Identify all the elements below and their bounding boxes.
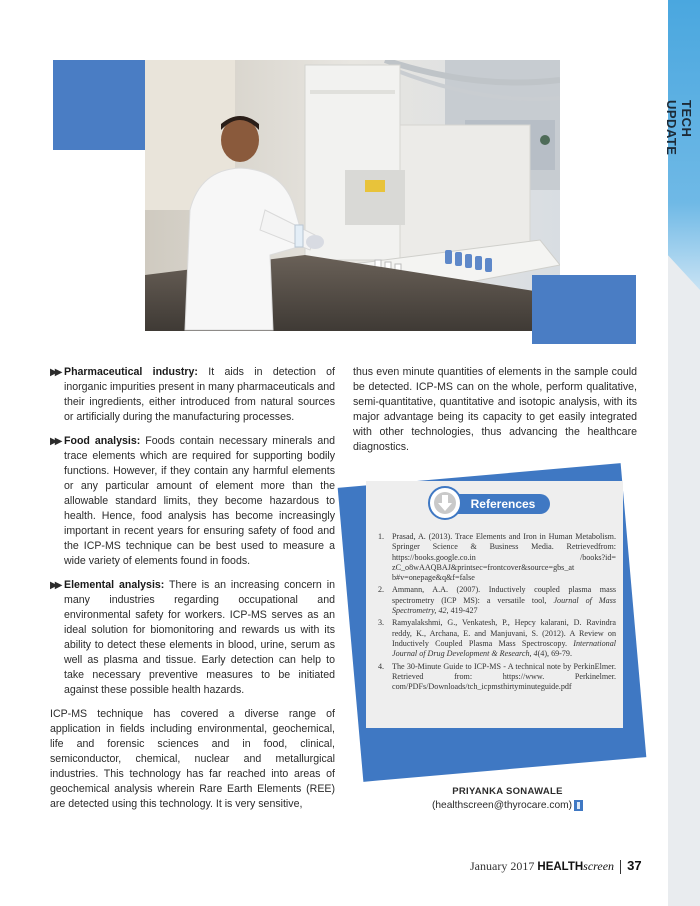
download-arrow-icon [428,486,462,520]
double-arrow-icon: ▶▶ [50,367,60,378]
references-list [378,532,616,694]
magazine-brand-italic: screen [583,859,615,873]
references-heading-badge [426,486,550,520]
bullet-elemental [50,578,335,698]
section-tab [664,0,700,906]
bullet-title: Food analysis: [64,435,141,447]
page-footer [470,856,645,876]
end-mark-icon [574,800,583,811]
page-number: 37 [627,858,642,873]
right-column [353,365,637,455]
lab-photo [145,60,560,331]
references-heading: References [446,494,550,514]
bullet-pharmaceutical [50,365,335,425]
bullet-text: Foods contain necessary minerals and trace elements which are required for supporting bodily functions. However, if they contain any harmful elements or any particular amount of element more than the allowable standard limits, they become hazardous to health. Hence, food analysis has become increasingly important in recent years for ensuring safety of food and the ICP-MS technique can be best used to measure a wide variety of elements found in foods. [64,435,336,567]
author-block [420,785,595,813]
section-tab-label: TECH UPDATE [664,100,694,156]
bullet-title: Pharmaceutical industry: [64,366,198,378]
bullet-text: It aids in detection of inorganic impurities present in many pharmaceuticals and their ingredients, either introduced from natural sources or artificially during the manufacturing processes. [64,366,335,423]
bullet-text: There is an increasing concern in many industries regarding occupational and environmental safety for workers. ICP-MS serves as an ideal solution for biomonitoring and rewards us with its ability to detect these elements in blood, urine, serum as well as plasma and tissue. Early detection can help to take necessary preventive measures to be initiated against these possible health hazards. [64,579,335,696]
reference-item: 3. Ramyalakshmi, G., Venkatesh, P., Hepcy kalarani, D. Ravindra reddy, K., Archana, E. and Manjuvani, S. (2012). A Review on Inductively Coupled Plasma Mass Spectroscopy. International Journal of Drug Development & Research, 4(4), 69-79. [378,618,616,659]
magazine-brand: HEALTH [537,861,584,873]
reference-item: 1. Prasad, A. (2013). Trace Elements and Iron in Human Metabolism. Springer Science & Business Media. Retrievedfrom: https://books.google.co.in /books?id= zC_o8wAAQBAJ&printsec=frontcover&source=gbs_at b#v=onepage&q&f=false [378,532,616,583]
bullet-food [50,434,335,569]
bullet-title: Elemental analysis: [64,579,165,591]
issue-date: January 2017 [470,859,535,873]
footer-divider [620,860,621,874]
photo-accent-bottom [532,275,636,344]
left-column [50,365,335,812]
body-paragraph: thus even minute quantities of elements in the sample could be detected. ICP-MS can on the whole, perform qualitative, semi-quantitative, quantitative and isotopic analysis, with its major advantage being its capacity to get easily integrated with other technologies, thus advancing the healthcare diagnostics. [353,366,637,453]
reference-item: 4. The 30-Minute Guide to ICP-MS - A technical note by PerkinElmer. Retrieved from: https://www. Perkinelmer. com/PDFs/Downloads/tch_icpmsthirtyminuteguide.pdf [378,661,616,692]
double-arrow-icon: ▶▶ [50,580,60,591]
author-email: (healthscreen@thyrocare.com) [420,799,595,813]
author-name: PRIYANKA SONAWALE [452,786,563,797]
reference-item: 2. Ammann, A.A. (2007). Inductively coupled plasma mass spectrometry (ICP MS): a versatile tool, Journal of Mass Spectrometry, 42, 419-427 [378,585,616,616]
double-arrow-icon: ▶▶ [50,436,60,447]
body-paragraph: ICP-MS technique has covered a diverse range of application in fields including environmental, geochemical, life and forensic sciences and in food, clinical, semiconductor, chemical, nuclear and metallurgical industries. This technology has far reached into areas of geochemical analysis wherein Rare Earth Elements (REE) are detected using this technology. It is very sensitive, [50,708,335,810]
